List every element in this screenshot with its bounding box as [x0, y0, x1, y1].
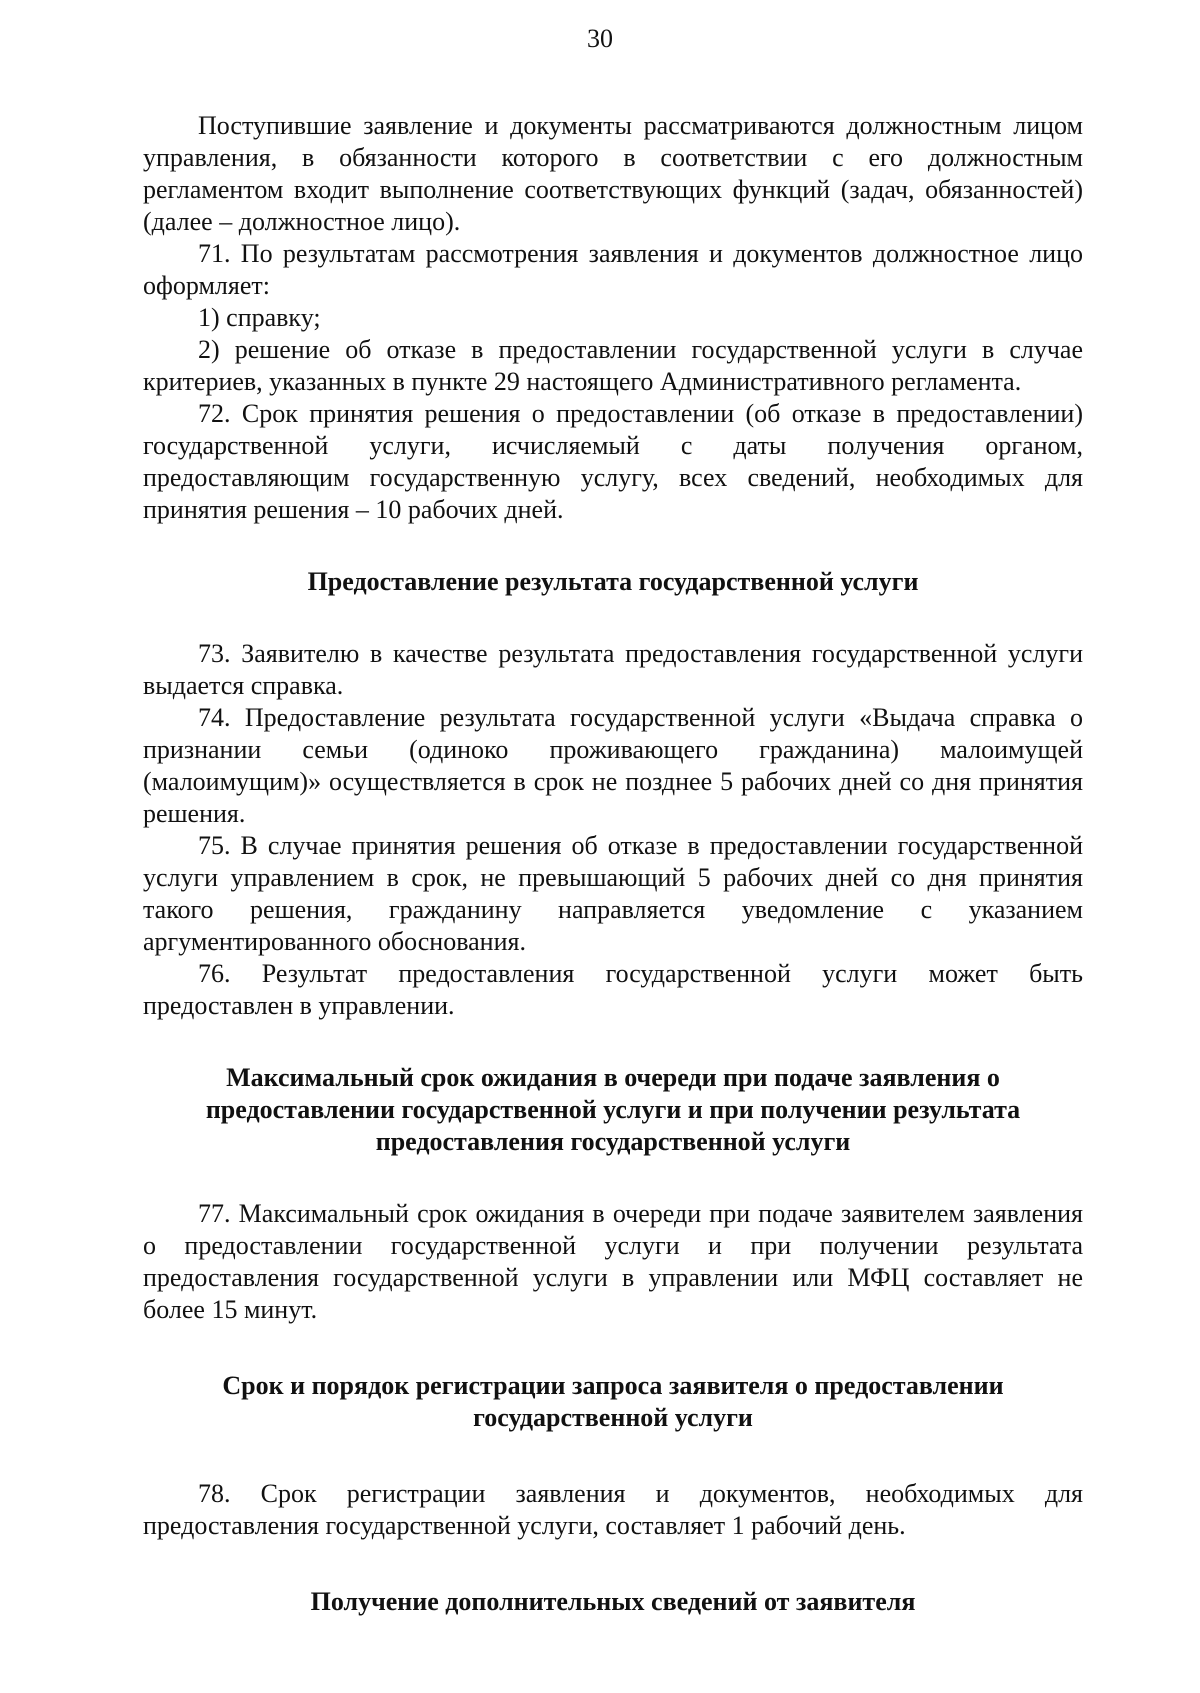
paragraph-intro: Поступившие заявление и документы рассматриваются должностным лицом управления, в обязанности которого в соответствии с его должностным регламентом входит выполнение соответствующих функций (задач, обязанностей) (далее – должностное лицо).: [143, 111, 1083, 236]
section-heading-registration: Срок и порядок регистрации запроса заявителя о предоставлении государственной услуги: [222, 1371, 1004, 1432]
section-heading-result: Предоставление результата государственной услуги: [307, 567, 919, 596]
paragraph-73: 73. Заявителю в качестве результата предоставления государственной услуги выдается справка.: [143, 639, 1083, 700]
paragraph-74: 74. Предоставление результата государственной услуги «Выдача справка о признании семьи (одиноко проживающего гражданина) малоимущей (малоимущим)» осуществляется в срок не позднее 5 рабочих дней со дня принятия решения.: [143, 703, 1083, 828]
paragraph-71-item-2: 2) решение об отказе в предоставлении государственной услуги в случае критериев, указанных в пункте 29 настоящего Административного регламента.: [143, 335, 1083, 396]
paragraph-71: 71. По результатам рассмотрения заявления и документов должностное лицо оформляет:: [143, 239, 1083, 300]
paragraph-77: 77. Максимальный срок ожидания в очереди при подаче заявителем заявления о предоставлении государственной услуги и при получении результата предоставления государственной услуги в управлении или МФЦ составляет не более 15 минут.: [143, 1199, 1083, 1324]
paragraph-72: 72. Срок принятия решения о предоставлении (об отказе в предоставлении) государственной услуги, исчисляемый с даты получения органом, предоставляющим государственную услугу, всех сведений, необходимых для принятия решения – 10 рабочих дней.: [143, 399, 1083, 524]
paragraph-71-item-1: 1) справку;: [198, 303, 321, 332]
paragraph-76: 76. Результат предоставления государственной услуги может быть предоставлен в управлении.: [143, 959, 1083, 1020]
paragraph-75: 75. В случае принятия решения об отказе в предоставлении государственной услуги управлением в срок, не превышающий 5 рабочих дней со дня принятия такого решения, гражданину направляется уведомление с указанием аргументированного обоснования.: [143, 831, 1083, 956]
section-heading-queue-time: Максимальный срок ожидания в очереди при подаче заявления о предоставлении государственной услуги и при получении результата предоставления государственной услуги: [205, 1063, 1021, 1156]
page-number: 30: [587, 24, 613, 53]
section-heading-additional-info: Получение дополнительных сведений от заявителя: [310, 1587, 916, 1616]
paragraph-78: 78. Срок регистрации заявления и документов, необходимых для предоставления государственной услуги, составляет 1 рабочий день.: [143, 1479, 1083, 1540]
document-body: [143, 110, 1083, 1618]
